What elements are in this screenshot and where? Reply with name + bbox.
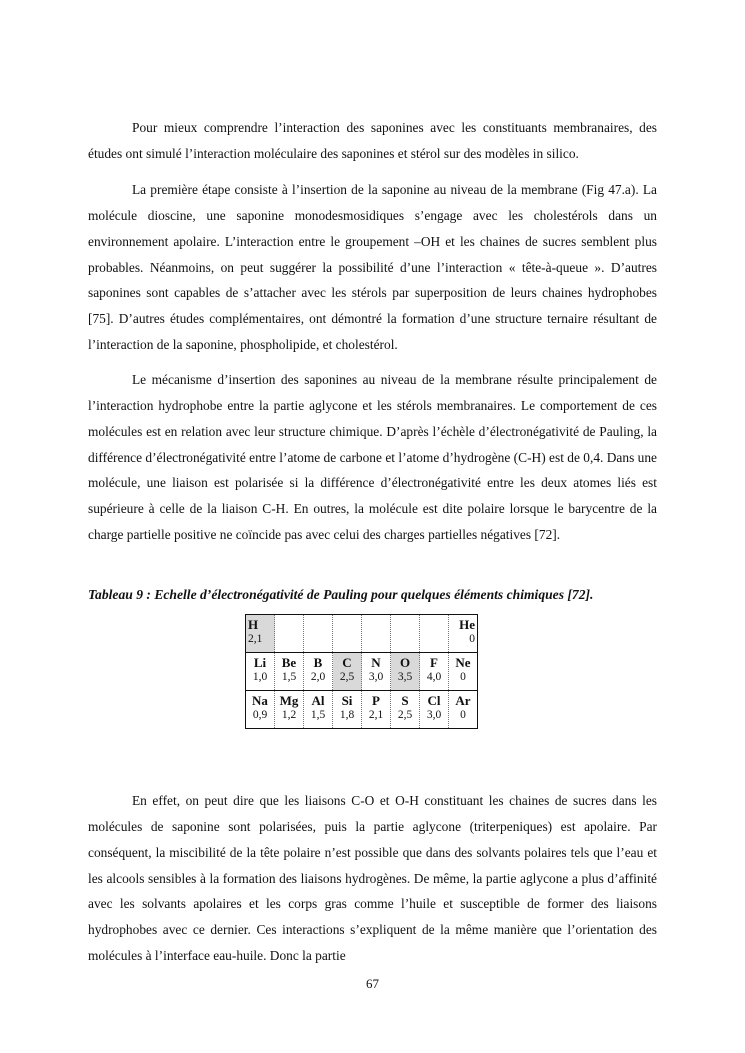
cell-empty [362,615,391,653]
element-value: 1,0 [252,671,268,683]
cell-c [333,653,362,691]
element-symbol: P [372,693,380,708]
element-symbol: He [459,617,475,632]
element-value: 0 [460,671,466,683]
cell-si [333,691,362,729]
element-value: 4,0 [426,671,442,683]
element-symbol: Cl [427,693,441,708]
electronegativity-table [245,614,478,729]
element-symbol: Ar [455,693,471,708]
cell-ne [449,653,478,691]
paragraph-3: Le mécanisme d’insertion des saponines au niveau de la membrane résulte principalement de l’interaction hydrophobe entre la partie aglycone et les stérols membranaires. Le comportement de ces molécules est en relation avec leur structure chimique. D’après l’échèle d’électronégativité de Pauling, la différence d’électronégativité entre l’atome de carbone et l’atome d’hydrogène (C-H) est de 0,4. Dans une molécule, une liaison est polarisée si la différence d’électronégativité entre les deux atomes liés est supérieure à celle de la liaison C-H. En outres, la molécule est dite polaire lorsque le barycentre de la charge partielle positive ne coïncide pas avec celui des charges partielles négatives [72]. [88,372,657,543]
cell-empty [420,615,449,653]
element-value: 2,1 [368,709,384,721]
element-symbol: Al [311,693,325,708]
cell-he [449,615,478,653]
element-value: 2,1 [248,633,263,645]
element-value: 0 [460,709,466,721]
cell-mg [275,691,304,729]
element-value: 1,8 [339,709,355,721]
element-value: 0,9 [252,709,268,721]
cell-al [304,691,333,729]
element-symbol: Be [281,655,297,670]
element-value: 2,5 [339,671,355,683]
element-symbol: S [401,693,409,708]
paragraph-2: La première étape consiste à l’insertion de la saponine au niveau de la membrane (Fig 47.a). La molécule dioscine, une saponine monodesmosidiques s’engage avec les cholestérols dans un environnement apolaire. L’interaction entre le groupement –OH et les chaines de sucres semblent plus probables. Néanmoins, on peut suggérer la possibilité d’une l’interaction « tête-à-queue ». D’autres saponines sont capables de s’attacher avec les stérols par superposition de leurs chaines hydrophobes [75]. D’autres études complémentaires, ont démontré la formation d’une structure ternaire résultant de l’interaction de la saponine, phospholipide, et cholestérol. [88,182,657,353]
element-value: 3,0 [368,671,384,683]
cell-empty [304,615,333,653]
element-value: 1,5 [310,709,326,721]
cell-empty [391,615,420,653]
element-symbol: N [371,655,381,670]
page-number: 67 [366,976,379,991]
element-symbol: C [342,655,352,670]
cell-b [304,653,333,691]
element-symbol: B [313,655,323,670]
element-symbol: Ne [455,655,471,670]
element-value: 1,2 [281,709,297,721]
cell-na [246,691,275,729]
element-value: 3,5 [397,671,413,683]
element-symbol: Mg [279,693,299,708]
cell-empty [333,615,362,653]
cell-o [391,653,420,691]
element-value: 3,0 [426,709,442,721]
cell-li [246,653,275,691]
element-symbol: Si [341,693,353,708]
element-value: 2,5 [397,709,413,721]
cell-s [391,691,420,729]
cell-p [362,691,391,729]
table-caption: Tableau 9 : Echelle d’électronégativité de Pauling pour quelques éléments chimiques [72]. [88,587,594,602]
cell-n [362,653,391,691]
cell-cl [420,691,449,729]
element-symbol: H [248,617,259,632]
cell-ar [449,691,478,729]
table-row [246,653,478,691]
element-symbol: Na [252,693,268,708]
element-value: 2,0 [310,671,326,683]
paragraph-4: En effet, on peut dire que les liaisons C-O et O-H constituant les chaines de sucres dans les molécules de saponine sont polarisées, puis la partie aglycone (triterpeniques) est apolaire. Par conséquent, la miscibilité de la tête polaire n’est possible que dans des solvants polaires tels que l’eau et les alcools sensibles à la formation des liaisons hydrogènes. De même, la partie aglycone a plus d’affinité avec les solvants apolaires et les corps gras comme l’huile et susceptible de former des liaisons hydrophobes avec ce dernier. Ces interactions s’expliquent de la même manière que l’orientation des molécules à l’interface eau-huile. Donc la partie [88,793,657,964]
element-value: 1,5 [281,671,297,683]
element-symbol: O [399,655,411,670]
paragraph-1: Pour mieux comprendre l’interaction des saponines avec les constituants membranaires, des études ont simulé l’interaction moléculaire des saponines et stérol sur des modèles in silico. [88,120,657,161]
element-value: 0 [469,633,475,645]
table-row [246,691,478,729]
element-symbol: F [430,655,438,670]
cell-f [420,653,449,691]
element-symbol: Li [253,655,267,670]
table-row [246,615,478,653]
cell-be [275,653,304,691]
cell-h [246,615,275,653]
cell-empty [275,615,304,653]
